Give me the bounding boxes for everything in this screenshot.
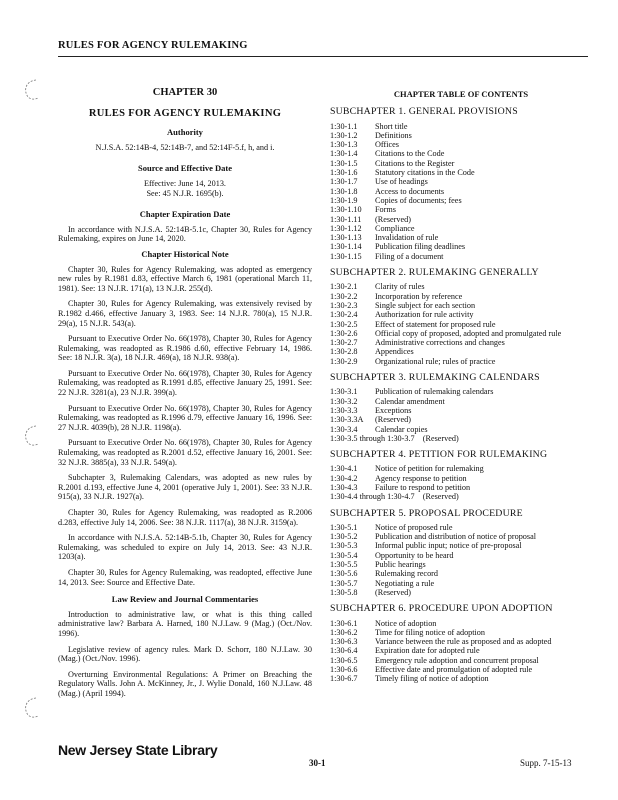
history-note-paragraph: Chapter 30, Rules for Agency Rulemaking, was adopted as emergency new rules by R.1981 d.83, effective March 6, 1981 (operational March 11, 1981). See: 13 N.J.R. 171(a), 13 N.J.R. 255(d).	[58, 264, 312, 293]
chapter-title: RULES FOR AGENCY RULEMAKING	[88, 107, 282, 119]
toc-entry	[330, 215, 592, 224]
section-title: Opportunity to be heard	[375, 550, 454, 560]
section-number: 1:30-1.14	[330, 242, 362, 252]
toc-entry	[330, 301, 592, 310]
section-number: 1:30-1.7	[330, 177, 358, 187]
running-head: RULES FOR AGENCY RULEMAKING	[58, 40, 248, 51]
history-note-paragraph: Pursuant to Executive Order No. 66(1978), Chapter 30, Rules for Agency Rulemaking, was readopted as R.1991 d.85, effective January 25, 1991. See: 22 N.J.R. 3281(a), 23 N.J.R. 399(a).	[58, 368, 312, 398]
source-heading: Source and Effective Date	[137, 163, 233, 174]
section-number: 1:30-3.1	[330, 387, 358, 397]
toc-entry	[330, 329, 592, 338]
section-title: Short title	[375, 121, 408, 131]
section-title: Calendar copies	[375, 424, 428, 434]
library-logo: New Jersey State Library	[58, 742, 218, 758]
review-citation: Legislative review of agency rules. Mark D. Schorr, 180 N.J.Law. 30 (Mag.) (Oct./Nov. 1996).	[58, 644, 312, 664]
section-title: Calendar amendment	[375, 396, 445, 406]
toc-entry	[330, 656, 592, 665]
section-number: 1:30-2.8	[330, 347, 358, 357]
page-number: 30-1	[309, 758, 326, 768]
toc-entry	[330, 187, 592, 196]
section-number: 1:30-1.4	[330, 149, 358, 159]
section-title: Notice of adoption	[375, 618, 437, 628]
section-title: Official copy of proposed, adopted and promulgated rule	[375, 328, 562, 338]
history-heading: Chapter Historical Note	[141, 248, 229, 259]
section-title: Authorization for rule activity	[375, 310, 474, 320]
section-title: Rulemaking record	[375, 569, 438, 579]
section-title: Statutory citations in the Code	[375, 168, 475, 178]
left-column	[58, 88, 312, 705]
section-number: 1:30-1.1	[330, 121, 358, 131]
section-title: Informal public input; notice of pre-proposal	[375, 541, 522, 551]
section-title: (Reserved)	[375, 587, 411, 597]
toc-entry	[330, 464, 592, 473]
section-number: 1:30-6.2	[330, 627, 358, 637]
section-title: Failure to respond to petition	[375, 482, 471, 492]
expiration-text: In accordance with N.J.S.A. 52:14B-5.1c, Chapter 30, Rules for Agency Rulemaking, expires on June 14, 2020.	[58, 224, 312, 244]
section-title: Timely filing of notice of adoption	[375, 674, 489, 684]
history-note-paragraph: In accordance with N.J.S.A. 52:14B-5.1b, Chapter 30, Rules for Agency Rulemaking, was scheduled to expire on July 14, 2013. See: 43 N.J.R. 1203(a).	[58, 533, 312, 562]
toc-entry	[330, 122, 592, 131]
section-number: 1:30-4.2	[330, 473, 358, 483]
history-note-paragraph: Chapter 30, Rules for Agency Rulemaking, was extensively revised by R.1982 d.466, effective January 3, 1983. See: 14 N.J.R. 780(a), 15 N.J.R. 29(a), 15 N.J.R. 543(a).	[58, 299, 312, 328]
toc-entry	[330, 551, 592, 560]
section-number: 1:30-1.3	[330, 140, 358, 150]
punch-hole-mark	[20, 78, 42, 102]
toc-entry	[330, 224, 592, 233]
section-number: 1:30-2.5	[330, 319, 358, 329]
toc-reserved-range: 1:30-4.4 through 1:30-4.7 (Reserved)	[330, 492, 459, 502]
section-number: 1:30-4.3	[330, 482, 358, 492]
toc-body	[330, 107, 592, 683]
section-number: 1:30-2.1	[330, 282, 358, 292]
section-number: 1:30-5.2	[330, 532, 358, 542]
section-title: (Reserved)	[375, 415, 411, 425]
section-title: Publication of rulemaking calendars	[375, 387, 494, 397]
section-number: 1:30-1.2	[330, 130, 358, 140]
section-number: 1:30-3.3A	[330, 415, 364, 425]
section-title: Forms	[375, 205, 396, 215]
section-title: Variance between the rule as proposed and as adopted	[375, 637, 552, 647]
section-title: Negotiating a rule	[375, 578, 435, 588]
review-heading: Law Review and Journal Commentaries	[111, 594, 259, 605]
toc-entry	[330, 406, 592, 415]
toc-entry	[330, 233, 592, 242]
section-title: (Reserved)	[375, 214, 411, 224]
toc-entry	[330, 310, 592, 319]
toc-entry	[330, 177, 592, 186]
toc-entry	[330, 628, 592, 637]
toc-entry	[330, 425, 592, 434]
section-number: 1:30-5.6	[330, 569, 358, 579]
review-list	[58, 610, 312, 699]
toc-entry	[330, 338, 592, 347]
history-note-list	[58, 265, 312, 588]
section-title: Time for filing notice of adoption	[375, 627, 485, 637]
toc-entry	[330, 205, 592, 214]
review-citation: Overturning Environmental Regulations: A Primer on Breaching the Regulatory Walls. John A. McKinney, Jr., J. Wylie Donald, 160 N.J.Law. 48 (Mag.) (April 1994).	[58, 669, 312, 698]
section-number: 1:30-3.3	[330, 405, 358, 415]
section-number: 1:30-1.6	[330, 168, 358, 178]
section-title: Citations to the Register	[375, 158, 455, 168]
toc-entry	[330, 483, 592, 492]
section-title: Invalidation of rule	[375, 233, 439, 243]
punch-hole-mark	[20, 696, 42, 720]
toc-entry	[330, 292, 592, 301]
toc-entry	[330, 665, 592, 674]
section-title: Administrative corrections and changes	[375, 338, 505, 348]
history-note-paragraph: Chapter 30, Rules for Agency Rulemaking, was readopted, effective June 14, 2013. See: Source and Effective Date.	[58, 567, 312, 587]
section-title: Definitions	[375, 130, 412, 140]
section-number: 1:30-6.7	[330, 674, 358, 684]
section-number: 1:30-6.1	[330, 618, 358, 628]
toc-entry	[330, 242, 592, 251]
section-title: Appendices	[375, 347, 414, 357]
toc-entry	[330, 523, 592, 532]
section-number: 1:30-2.3	[330, 300, 358, 310]
subchapter-heading: SUBCHAPTER 4. PETITION FOR RULEMAKING	[330, 449, 548, 461]
section-title: Exceptions	[375, 405, 412, 415]
section-title: Use of headings	[375, 177, 428, 187]
toc-entry	[330, 541, 592, 550]
section-title: Clarity of rules	[375, 282, 425, 292]
expiration-heading: Chapter Expiration Date	[139, 209, 231, 220]
section-title: Incorporation by reference	[375, 291, 463, 301]
section-number: 1:30-6.3	[330, 637, 358, 647]
section-number: 1:30-1.12	[330, 223, 362, 233]
toc-entry	[330, 637, 592, 646]
section-number: 1:30-3.2	[330, 396, 358, 406]
source-effective-line: Effective: June 14, 2013.	[144, 178, 226, 188]
toc-entry	[330, 560, 592, 569]
section-number: 1:30-2.7	[330, 338, 358, 348]
section-number: 1:30-1.8	[330, 186, 358, 196]
section-number: 1:30-1.5	[330, 158, 358, 168]
section-title: Organizational rule; rules of practice	[375, 356, 496, 366]
section-number: 1:30-5.4	[330, 550, 358, 560]
toc-entry	[330, 646, 592, 655]
section-number: 1:30-5.7	[330, 578, 358, 588]
section-number: 1:30-6.5	[330, 655, 358, 665]
header-rule	[58, 56, 588, 57]
history-note-paragraph: Subchapter 3, Rulemaking Calendars, was adopted as new rules by R.2001 d.193, effective June 4, 2001 (operative July 1, 2001). See: 33 N.J.R. 915(a), 33 N.J.R. 1927(a).	[58, 473, 312, 502]
toc-entry	[330, 674, 592, 683]
section-number: 1:30-5.8	[330, 587, 358, 597]
section-title: Expiration date for adopted rule	[375, 646, 480, 656]
section-title: Effect of statement for proposed rule	[375, 319, 496, 329]
toc-entry	[330, 619, 592, 628]
toc-entry	[330, 168, 592, 177]
toc-entry	[330, 252, 592, 261]
section-number: 1:30-1.10	[330, 205, 362, 215]
section-title: Citations to the Code	[375, 149, 445, 159]
punch-hole-mark	[20, 424, 42, 448]
supplement-date: Supp. 7-15-13	[520, 758, 572, 768]
history-note-paragraph: Pursuant to Executive Order No. 66(1978), Chapter 30, Rules for Agency Rulemaking, was readopted as R.2001 d.52, effective January 16, 2001. See: 32 N.J.R. 3885(a), 33 N.J.R. 549(a).	[58, 438, 312, 467]
toc-entry	[330, 149, 592, 158]
section-title: Public hearings	[375, 560, 426, 570]
section-title: Compliance	[375, 223, 415, 233]
section-title: Emergency rule adoption and concurrent proposal	[375, 655, 539, 665]
section-number: 1:30-2.9	[330, 356, 358, 366]
subchapter-heading: SUBCHAPTER 5. PROPOSAL PROCEDURE	[330, 507, 523, 519]
toc-entry	[330, 415, 592, 424]
section-number: 1:30-4.1	[330, 464, 358, 474]
section-number: 1:30-1.15	[330, 251, 362, 261]
section-title: Agency response to petition	[375, 473, 467, 483]
section-number: 1:30-1.13	[330, 233, 362, 243]
table-of-contents	[330, 90, 592, 684]
section-number: 1:30-6.6	[330, 665, 358, 675]
section-title: Copies of documents; fees	[375, 195, 462, 205]
subchapter-heading: SUBCHAPTER 6. PROCEDURE UPON ADOPTION	[330, 603, 553, 615]
section-number: 1:30-2.4	[330, 310, 358, 320]
toc-entry	[330, 397, 592, 406]
section-title: Publication and distribution of notice of proposal	[375, 532, 536, 542]
section-number: 1:30-2.6	[330, 328, 358, 338]
section-title: Access to documents	[375, 186, 445, 196]
toc-entry	[330, 347, 592, 356]
toc-entry	[330, 532, 592, 541]
section-title: Notice of petition for rulemaking	[375, 464, 484, 474]
section-number: 1:30-5.5	[330, 560, 358, 570]
subchapter-heading: SUBCHAPTER 3. RULEMAKING CALENDARS	[330, 372, 540, 384]
chapter-number: CHAPTER 30	[152, 87, 218, 98]
toc-title: CHAPTER TABLE OF CONTENTS	[393, 89, 529, 99]
toc-entry	[330, 131, 592, 140]
source-see-line: See: 45 N.J.R. 1695(b).	[146, 188, 224, 198]
toc-entry	[330, 159, 592, 168]
section-number: 1:30-5.1	[330, 522, 358, 532]
authority-text: N.J.S.A. 52:14B-4, 52:14B-7, and 52:14F-5.f, h, and i.	[95, 142, 275, 152]
section-number: 1:30-6.4	[330, 646, 358, 656]
history-note-paragraph: Chapter 30, Rules for Agency Rulemaking, was readopted as R.2006 d.283, effective July 14, 2006. See: 38 N.J.R. 1117(a), 38 N.J.R. 3159(a).	[58, 508, 312, 527]
section-number: 1:30-5.3	[330, 541, 358, 551]
toc-entry	[330, 387, 592, 396]
toc-entry	[330, 196, 592, 205]
section-title: Filing of a document	[375, 251, 444, 261]
authority-heading: Authority	[167, 127, 203, 138]
section-title: Single subject for each section	[375, 300, 476, 310]
subchapter-heading: SUBCHAPTER 2. RULEMAKING GENERALLY	[330, 267, 539, 279]
subchapter-heading: SUBCHAPTER 1. GENERAL PROVISIONS	[330, 106, 518, 118]
section-number: 1:30-3.4	[330, 424, 358, 434]
toc-entry	[330, 320, 592, 329]
section-title: Offices	[375, 140, 399, 150]
toc-entry	[330, 588, 592, 597]
section-title: Notice of proposed rule	[375, 522, 453, 532]
toc-entry	[330, 474, 592, 483]
toc-reserved-range: 1:30-3.5 through 1:30-3.7 (Reserved)	[330, 433, 459, 443]
section-number: 1:30-2.2	[330, 291, 358, 301]
section-title: Effective date and promulgation of adopted rule	[375, 665, 533, 675]
toc-entry	[330, 579, 592, 588]
section-title: Publication filing deadlines	[375, 242, 466, 252]
toc-entry	[330, 140, 592, 149]
history-note-paragraph: Pursuant to Executive Order No. 66(1978), Chapter 30, Rules for Agency Rulemaking, was readopted as R.1996 d.79, effective January 16, 1996. See: 27 N.J.R. 4039(b), 28 N.J.R. 1198(a).	[58, 403, 312, 432]
toc-entry	[330, 282, 592, 291]
history-note-paragraph: Pursuant to Executive Order No. 66(1978), Chapter 30, Rules for Agency Rulemaking, was readopted as R.1986 d.60, effective February 14, 1986. See: 18 N.J.R. 3(a), 18 N.J.R. 469(a), 18 N.J.R. 938(a).	[58, 334, 312, 363]
toc-entry	[330, 357, 592, 366]
toc-entry	[330, 569, 592, 578]
review-citation: Introduction to administrative law, or what is this thing called administrative law? Barbara A. Harned, 180 N.J.Law. 9 (Mag.) (Oct./Nov. 1996).	[58, 609, 312, 638]
section-number: 1:30-1.9	[330, 195, 358, 205]
section-number: 1:30-1.11	[330, 214, 362, 224]
